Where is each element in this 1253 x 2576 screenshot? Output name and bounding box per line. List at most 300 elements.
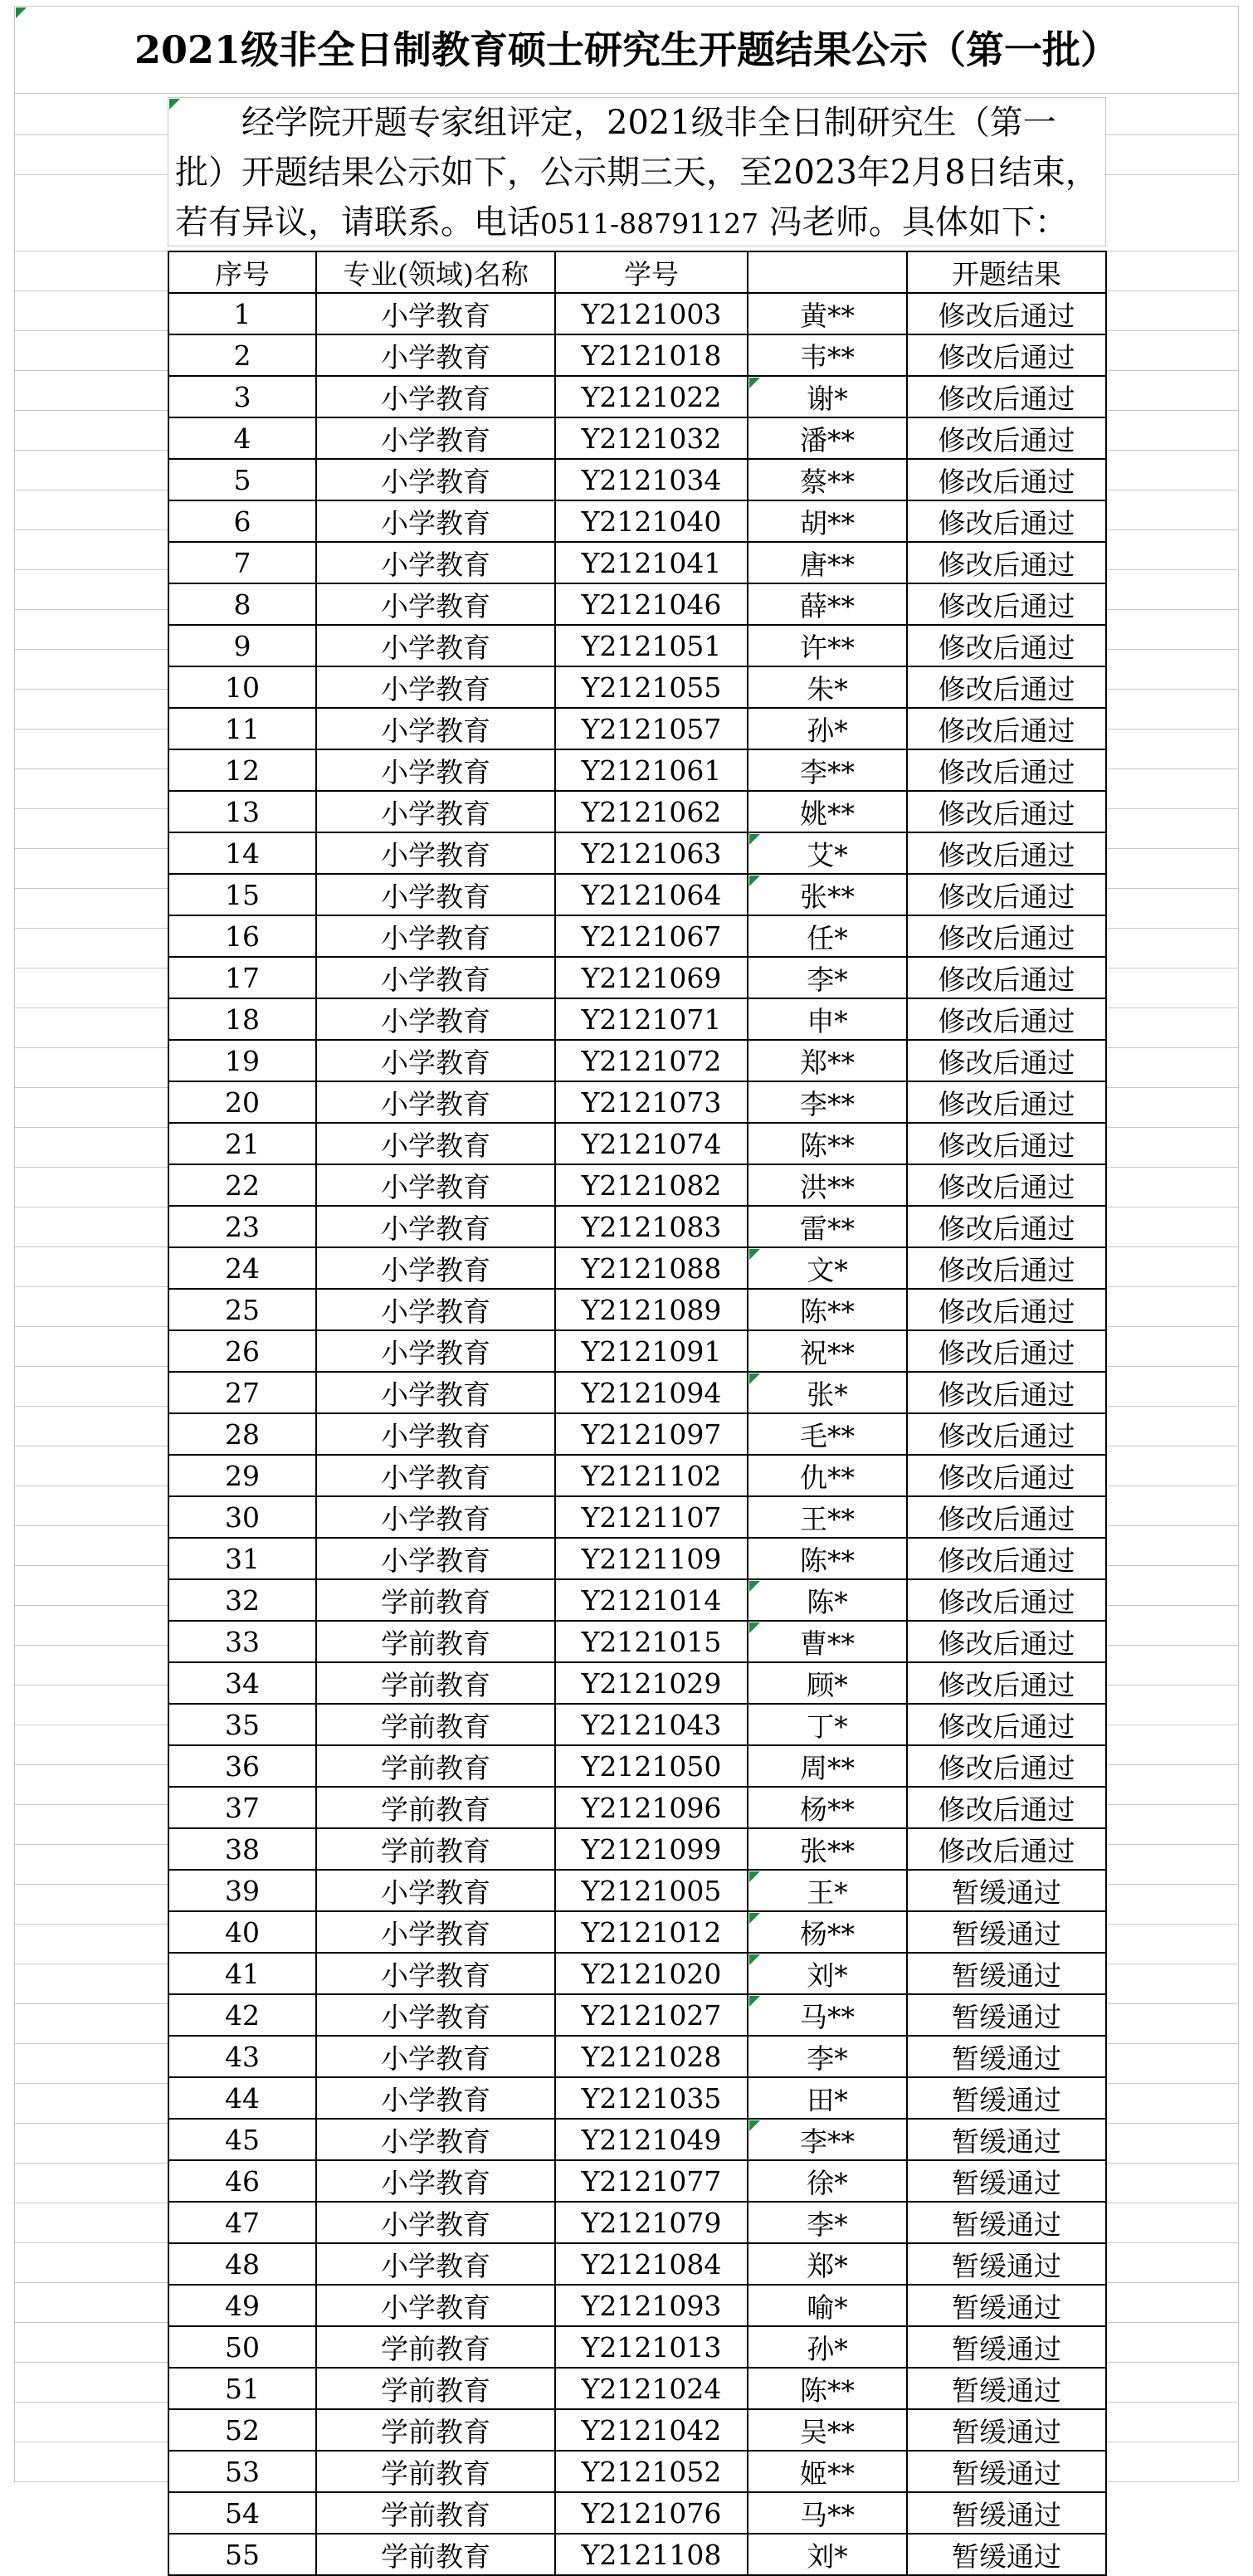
cell-seq[interactable]: 38 xyxy=(168,1828,316,1870)
cell-name[interactable]: 刘* xyxy=(748,2534,907,2575)
cell-result[interactable]: 修改后通过 xyxy=(907,376,1106,417)
cell-result[interactable]: 修改后通过 xyxy=(907,1081,1106,1123)
cell-major[interactable]: 学前教育 xyxy=(316,2326,555,2368)
cell-seq[interactable]: 46 xyxy=(168,2160,316,2202)
cell-name[interactable]: 李* xyxy=(748,2202,907,2243)
cell-result[interactable]: 修改后通过 xyxy=(907,1538,1106,1579)
cell-student-id[interactable]: Y2121052 xyxy=(555,2451,748,2492)
cell-student-id[interactable]: Y2121099 xyxy=(555,1828,748,1870)
error-flag-icon xyxy=(749,1996,760,2007)
cell-student-id[interactable]: Y2121082 xyxy=(555,1164,748,1206)
col-header-result[interactable]: 开题结果 xyxy=(907,251,1106,293)
cell-name[interactable]: 田* xyxy=(748,2077,907,2119)
cell-result[interactable]: 暂缓通过 xyxy=(907,1911,1106,1953)
cell-major[interactable]: 小学教育 xyxy=(316,1372,555,1413)
cell-result[interactable]: 修改后通过 xyxy=(907,293,1106,334)
cell-name[interactable]: 薛** xyxy=(748,583,907,625)
cell-student-id[interactable]: Y2121083 xyxy=(555,1206,748,1247)
table-row xyxy=(168,334,1106,376)
cell-name[interactable]: 艾* xyxy=(748,832,907,874)
cell-seq[interactable]: 13 xyxy=(168,791,316,832)
cell-result[interactable]: 修改后通过 xyxy=(907,334,1106,376)
cell-result[interactable]: 修改后通过 xyxy=(907,1289,1106,1330)
table-row xyxy=(168,1787,1106,1828)
cell-name[interactable]: 陈** xyxy=(748,1123,907,1164)
cell-student-id[interactable]: Y2121057 xyxy=(555,708,748,749)
cell-result[interactable]: 修改后通过 xyxy=(907,1206,1106,1247)
cell-result[interactable]: 暂缓通过 xyxy=(907,1994,1106,2036)
cell-seq[interactable]: 41 xyxy=(168,1953,316,1994)
table-row xyxy=(168,2202,1106,2243)
cell-name[interactable]: 丁* xyxy=(748,1704,907,1745)
cell-result[interactable]: 暂缓通过 xyxy=(907,2036,1106,2077)
cell-student-id[interactable]: Y2121041 xyxy=(555,542,748,583)
cell-seq[interactable]: 28 xyxy=(168,1413,316,1455)
cell-seq[interactable]: 10 xyxy=(168,666,316,708)
cell-major[interactable]: 学前教育 xyxy=(316,2368,555,2409)
cell-major[interactable]: 小学教育 xyxy=(316,2285,555,2326)
cell-major[interactable]: 小学教育 xyxy=(316,1164,555,1206)
cell-major[interactable]: 小学教育 xyxy=(316,1994,555,2036)
table-row xyxy=(168,1870,1106,1911)
cell-seq[interactable]: 53 xyxy=(168,2451,316,2492)
cell-major[interactable]: 小学教育 xyxy=(316,998,555,1040)
cell-student-id[interactable]: Y2121035 xyxy=(555,2077,748,2119)
cell-major[interactable]: 学前教育 xyxy=(316,2409,555,2451)
cell-result[interactable]: 修改后通过 xyxy=(907,1164,1106,1206)
cell-major[interactable]: 小学教育 xyxy=(316,1413,555,1455)
cell-student-id[interactable]: Y2121091 xyxy=(555,1330,748,1372)
cell-result[interactable]: 修改后通过 xyxy=(907,1579,1106,1621)
cell-major[interactable]: 小学教育 xyxy=(316,1870,555,1911)
cell-name[interactable]: 喻* xyxy=(748,2285,907,2326)
table-row xyxy=(168,2326,1106,2368)
intro-text: 经学院开题专家组评定，2021级非全日制研究生（第一批）开题结果公示如下，公示期三天，至2023年2月8日结束，若有异议，请联系。电话 xyxy=(175,104,1099,242)
cell-name[interactable]: 雷** xyxy=(748,1206,907,1247)
cell-seq[interactable]: 35 xyxy=(168,1704,316,1745)
cell-major[interactable]: 学前教育 xyxy=(316,2534,555,2575)
cell-student-id[interactable]: Y2121040 xyxy=(555,500,748,542)
cell-name[interactable]: 朱* xyxy=(748,666,907,708)
cell-result[interactable]: 修改后通过 xyxy=(907,1828,1106,1870)
cell-major[interactable]: 小学教育 xyxy=(316,1040,555,1081)
cell-result[interactable]: 暂缓通过 xyxy=(907,2492,1106,2534)
cell-major[interactable]: 小学教育 xyxy=(316,2243,555,2285)
cell-name[interactable]: 郑** xyxy=(748,1040,907,1081)
cell-major[interactable]: 学前教育 xyxy=(316,1828,555,1870)
cell-result[interactable]: 修改后通过 xyxy=(907,791,1106,832)
error-flag-icon xyxy=(749,1622,760,1633)
cell-seq[interactable]: 2 xyxy=(168,334,316,376)
cell-major[interactable]: 小学教育 xyxy=(316,1289,555,1330)
cell-student-id[interactable]: Y2121073 xyxy=(555,1081,748,1123)
cell-seq[interactable]: 3 xyxy=(168,376,316,417)
cell-result[interactable]: 修改后通过 xyxy=(907,666,1106,708)
cell-seq[interactable]: 17 xyxy=(168,957,316,998)
cell-name[interactable]: 曹** xyxy=(748,1621,907,1662)
cell-result[interactable]: 修改后通过 xyxy=(907,1123,1106,1164)
cell-seq[interactable]: 19 xyxy=(168,1040,316,1081)
cell-result[interactable]: 修改后通过 xyxy=(907,1247,1106,1289)
cell-major[interactable]: 小学教育 xyxy=(316,1081,555,1123)
cell-seq[interactable]: 33 xyxy=(168,1621,316,1662)
cell-result[interactable]: 修改后通过 xyxy=(907,957,1106,998)
cell-result[interactable]: 修改后通过 xyxy=(907,1455,1106,1496)
cell-name[interactable]: 姚** xyxy=(748,791,907,832)
cell-name[interactable]: 任* xyxy=(748,915,907,957)
cell-major[interactable]: 学前教育 xyxy=(316,2451,555,2492)
cell-result[interactable]: 修改后通过 xyxy=(907,417,1106,459)
cell-name[interactable]: 吴** xyxy=(748,2409,907,2451)
cell-student-id[interactable]: Y2121046 xyxy=(555,583,748,625)
cell-name[interactable]: 张* xyxy=(748,1372,907,1413)
cell-student-id[interactable]: Y2121076 xyxy=(555,2492,748,2534)
cell-name[interactable]: 马** xyxy=(748,1994,907,2036)
table-row xyxy=(168,1123,1106,1164)
table-row xyxy=(168,1413,1106,1455)
cell-result[interactable]: 修改后通过 xyxy=(907,915,1106,957)
cell-seq[interactable]: 39 xyxy=(168,1870,316,1911)
cell-seq[interactable]: 52 xyxy=(168,2409,316,2451)
cell-result[interactable]: 修改后通过 xyxy=(907,583,1106,625)
cell-student-id[interactable]: Y2121003 xyxy=(555,293,748,334)
error-flag-icon xyxy=(749,1913,760,1924)
cell-major[interactable]: 小学教育 xyxy=(316,708,555,749)
cell-major[interactable]: 小学教育 xyxy=(316,293,555,334)
cell-seq[interactable]: 16 xyxy=(168,915,316,957)
cell-student-id[interactable]: Y2121012 xyxy=(555,1911,748,1953)
cell-major[interactable]: 小学教育 xyxy=(316,625,555,666)
cell-seq[interactable]: 8 xyxy=(168,583,316,625)
cell-major[interactable]: 小学教育 xyxy=(316,2119,555,2160)
cell-student-id[interactable]: Y2121061 xyxy=(555,749,748,791)
cell-seq[interactable]: 42 xyxy=(168,1994,316,2036)
cell-result[interactable]: 修改后通过 xyxy=(907,1704,1106,1745)
cell-seq[interactable]: 44 xyxy=(168,2077,316,2119)
cell-major[interactable]: 小学教育 xyxy=(316,832,555,874)
cell-major[interactable]: 小学教育 xyxy=(316,2077,555,2119)
cell-major[interactable]: 小学教育 xyxy=(316,542,555,583)
cell-student-id[interactable]: Y2121032 xyxy=(555,417,748,459)
cell-name[interactable]: 李* xyxy=(748,957,907,998)
cell-result[interactable]: 修改后通过 xyxy=(907,1372,1106,1413)
cell-name[interactable]: 王* xyxy=(748,1870,907,1911)
cell-result[interactable]: 修改后通过 xyxy=(907,459,1106,500)
cell-student-id[interactable]: Y2121042 xyxy=(555,2409,748,2451)
cell-seq[interactable]: 55 xyxy=(168,2534,316,2575)
cell-name[interactable]: 王** xyxy=(748,1496,907,1538)
table-row xyxy=(168,2451,1106,2492)
cell-major[interactable]: 小学教育 xyxy=(316,1330,555,1372)
cell-name[interactable]: 姬** xyxy=(748,2451,907,2492)
cell-seq[interactable]: 23 xyxy=(168,1206,316,1247)
cell-name[interactable]: 许** xyxy=(748,625,907,666)
cell-result[interactable]: 修改后通过 xyxy=(907,708,1106,749)
cell-name[interactable]: 陈** xyxy=(748,2368,907,2409)
cell-student-id[interactable]: Y2121088 xyxy=(555,1247,748,1289)
cell-seq[interactable]: 43 xyxy=(168,2036,316,2077)
cell-student-id[interactable]: Y2121013 xyxy=(555,2326,748,2368)
cell-major[interactable]: 小学教育 xyxy=(316,459,555,500)
cell-result[interactable]: 暂缓通过 xyxy=(907,2202,1106,2243)
cell-seq[interactable]: 34 xyxy=(168,1662,316,1704)
cell-student-id[interactable]: Y2121018 xyxy=(555,334,748,376)
cell-student-id[interactable]: Y2121055 xyxy=(555,666,748,708)
table-row xyxy=(168,915,1106,957)
cell-result[interactable]: 修改后通过 xyxy=(907,874,1106,915)
cell-name[interactable]: 陈** xyxy=(748,1289,907,1330)
cell-name[interactable]: 洪** xyxy=(748,1164,907,1206)
cell-student-id[interactable]: Y2121043 xyxy=(555,1704,748,1745)
cell-name[interactable]: 李** xyxy=(748,749,907,791)
cell-name[interactable]: 仇** xyxy=(748,1455,907,1496)
cell-seq[interactable]: 5 xyxy=(168,459,316,500)
cell-result[interactable]: 修改后通过 xyxy=(907,1040,1106,1081)
cell-student-id[interactable]: Y2121074 xyxy=(555,1123,748,1164)
cell-result[interactable]: 暂缓通过 xyxy=(907,2119,1106,2160)
cell-seq[interactable]: 26 xyxy=(168,1330,316,1372)
cell-seq[interactable]: 47 xyxy=(168,2202,316,2243)
cell-major[interactable]: 小学教育 xyxy=(316,2202,555,2243)
cell-result[interactable]: 修改后通过 xyxy=(907,1662,1106,1704)
cell-major[interactable]: 小学教育 xyxy=(316,1953,555,1994)
cell-seq[interactable]: 36 xyxy=(168,1745,316,1787)
cell-major[interactable]: 小学教育 xyxy=(316,666,555,708)
table-row xyxy=(168,542,1106,583)
cell-seq[interactable]: 6 xyxy=(168,500,316,542)
cell-seq[interactable]: 48 xyxy=(168,2243,316,2285)
cell-student-id[interactable]: Y2121069 xyxy=(555,957,748,998)
cell-name[interactable]: 胡** xyxy=(748,500,907,542)
cell-seq[interactable]: 20 xyxy=(168,1081,316,1123)
cell-seq[interactable]: 31 xyxy=(168,1538,316,1579)
cell-result[interactable]: 暂缓通过 xyxy=(907,2326,1106,2368)
cell-seq[interactable]: 40 xyxy=(168,1911,316,1953)
cell-result[interactable]: 修改后通过 xyxy=(907,832,1106,874)
cell-student-id[interactable]: Y2121071 xyxy=(555,998,748,1040)
cell-name[interactable]: 张** xyxy=(748,1828,907,1870)
cell-student-id[interactable]: Y2121051 xyxy=(555,625,748,666)
cell-name[interactable]: 郑* xyxy=(748,2243,907,2285)
cell-student-id[interactable]: Y2121096 xyxy=(555,1787,748,1828)
cell-major[interactable]: 学前教育 xyxy=(316,1704,555,1745)
cell-major[interactable]: 小学教育 xyxy=(316,1455,555,1496)
cell-seq[interactable]: 45 xyxy=(168,2119,316,2160)
cell-name[interactable]: 顾* xyxy=(748,1662,907,1704)
cell-major[interactable]: 学前教育 xyxy=(316,1745,555,1787)
cell-result[interactable]: 修改后通过 xyxy=(907,1330,1106,1372)
cell-student-id[interactable]: Y2121005 xyxy=(555,1870,748,1911)
cell-student-id[interactable]: Y2121079 xyxy=(555,2202,748,2243)
col-header-name[interactable] xyxy=(748,251,907,293)
cell-major[interactable]: 学前教育 xyxy=(316,2492,555,2534)
cell-name[interactable]: 韦** xyxy=(748,334,907,376)
cell-major[interactable]: 小学教育 xyxy=(316,2160,555,2202)
cell-name[interactable]: 孙* xyxy=(748,2326,907,2368)
cell-name[interactable]: 马** xyxy=(748,2492,907,2534)
cell-major[interactable]: 小学教育 xyxy=(316,1123,555,1164)
cell-student-id[interactable]: Y2121109 xyxy=(555,1538,748,1579)
cell-student-id[interactable]: Y2121093 xyxy=(555,2285,748,2326)
cell-seq[interactable]: 32 xyxy=(168,1579,316,1621)
cell-name[interactable]: 毛** xyxy=(748,1413,907,1455)
cell-result[interactable]: 修改后通过 xyxy=(907,542,1106,583)
title-cell[interactable] xyxy=(14,6,1239,94)
cell-major[interactable]: 小学教育 xyxy=(316,583,555,625)
cell-result[interactable]: 修改后通过 xyxy=(907,1413,1106,1455)
cell-seq[interactable]: 30 xyxy=(168,1496,316,1538)
cell-result[interactable]: 暂缓通过 xyxy=(907,1870,1106,1911)
cell-student-id[interactable]: Y2121049 xyxy=(555,2119,748,2160)
cell-major[interactable]: 小学教育 xyxy=(316,1911,555,1953)
cell-student-id[interactable]: Y2121063 xyxy=(555,832,748,874)
cell-name[interactable]: 申* xyxy=(748,998,907,1040)
cell-name[interactable]: 孙* xyxy=(748,708,907,749)
cell-seq[interactable]: 12 xyxy=(168,749,316,791)
table-row xyxy=(168,749,1106,791)
cell-result[interactable]: 暂缓通过 xyxy=(907,1953,1106,1994)
cell-student-id[interactable]: Y2121067 xyxy=(555,915,748,957)
intro-cell[interactable] xyxy=(168,97,1106,246)
cell-seq[interactable]: 49 xyxy=(168,2285,316,2326)
cell-major[interactable]: 小学教育 xyxy=(316,915,555,957)
cell-major[interactable]: 小学教育 xyxy=(316,334,555,376)
cell-student-id[interactable]: Y2121034 xyxy=(555,459,748,500)
cell-student-id[interactable]: Y2121108 xyxy=(555,2534,748,2575)
cell-student-id[interactable]: Y2121094 xyxy=(555,1372,748,1413)
cell-student-id[interactable]: Y2121072 xyxy=(555,1040,748,1081)
cell-seq[interactable]: 11 xyxy=(168,708,316,749)
cell-name[interactable]: 文* xyxy=(748,1247,907,1289)
cell-student-id[interactable]: Y2121050 xyxy=(555,1745,748,1787)
cell-student-id[interactable]: Y2121015 xyxy=(555,1621,748,1662)
col-header-seq[interactable]: 序号 xyxy=(168,251,316,293)
cell-name[interactable]: 杨** xyxy=(748,1911,907,1953)
cell-result[interactable]: 修改后通过 xyxy=(907,1787,1106,1828)
cell-result[interactable]: 暂缓通过 xyxy=(907,2077,1106,2119)
cell-name[interactable]: 张** xyxy=(748,874,907,915)
cell-name[interactable]: 陈** xyxy=(748,1538,907,1579)
cell-result[interactable]: 暂缓通过 xyxy=(907,2160,1106,2202)
cell-name[interactable]: 祝** xyxy=(748,1330,907,1372)
cell-student-id[interactable]: Y2121084 xyxy=(555,2243,748,2285)
cell-seq[interactable]: 21 xyxy=(168,1123,316,1164)
col-header-student-id[interactable]: 学号 xyxy=(555,251,748,293)
cell-name[interactable]: 周** xyxy=(748,1745,907,1787)
cell-major[interactable]: 学前教育 xyxy=(316,1787,555,1828)
table-row xyxy=(168,1579,1106,1621)
cell-seq[interactable]: 1 xyxy=(168,293,316,334)
cell-student-id[interactable]: Y2121027 xyxy=(555,1994,748,2036)
cell-name[interactable]: 李** xyxy=(748,2119,907,2160)
cell-student-id[interactable]: Y2121020 xyxy=(555,1953,748,1994)
cell-student-id[interactable]: Y2121029 xyxy=(555,1662,748,1704)
cell-seq[interactable]: 25 xyxy=(168,1289,316,1330)
cell-major[interactable]: 小学教育 xyxy=(316,2036,555,2077)
cell-seq[interactable]: 7 xyxy=(168,542,316,583)
cell-name[interactable]: 李* xyxy=(748,2036,907,2077)
cell-student-id[interactable]: Y2121014 xyxy=(555,1579,748,1621)
cell-seq[interactable]: 50 xyxy=(168,2326,316,2368)
cell-major[interactable]: 学前教育 xyxy=(316,1662,555,1704)
cell-name[interactable]: 刘* xyxy=(748,1953,907,1994)
cell-name[interactable]: 李** xyxy=(748,1081,907,1123)
cell-major[interactable]: 小学教育 xyxy=(316,1206,555,1247)
cell-result[interactable]: 修改后通过 xyxy=(907,1621,1106,1662)
cell-student-id[interactable]: Y2121024 xyxy=(555,2368,748,2409)
cell-student-id[interactable]: Y2121064 xyxy=(555,874,748,915)
cell-result[interactable]: 暂缓通过 xyxy=(907,2285,1106,2326)
cell-student-id[interactable]: Y2121102 xyxy=(555,1455,748,1496)
cell-seq[interactable]: 51 xyxy=(168,2368,316,2409)
cell-name[interactable]: 潘** xyxy=(748,417,907,459)
cell-name[interactable]: 谢* xyxy=(748,376,907,417)
cell-major[interactable]: 小学教育 xyxy=(316,1538,555,1579)
cell-student-id[interactable]: Y2121028 xyxy=(555,2036,748,2077)
cell-name[interactable]: 蔡** xyxy=(748,459,907,500)
cell-student-id[interactable]: Y2121062 xyxy=(555,791,748,832)
cell-result[interactable]: 暂缓通过 xyxy=(907,2534,1106,2575)
cell-seq[interactable]: 24 xyxy=(168,1247,316,1289)
cell-seq[interactable]: 27 xyxy=(168,1372,316,1413)
cell-student-id[interactable]: Y2121022 xyxy=(555,376,748,417)
cell-major[interactable]: 学前教育 xyxy=(316,1621,555,1662)
cell-major[interactable]: 小学教育 xyxy=(316,376,555,417)
cell-student-id[interactable]: Y2121077 xyxy=(555,2160,748,2202)
cell-result[interactable]: 修改后通过 xyxy=(907,749,1106,791)
cell-result[interactable]: 修改后通过 xyxy=(907,1496,1106,1538)
cell-major[interactable]: 小学教育 xyxy=(316,957,555,998)
cell-major[interactable]: 小学教育 xyxy=(316,417,555,459)
cell-name[interactable]: 陈* xyxy=(748,1579,907,1621)
cell-student-id[interactable]: Y2121097 xyxy=(555,1413,748,1455)
cell-major[interactable]: 小学教育 xyxy=(316,749,555,791)
cell-seq[interactable]: 4 xyxy=(168,417,316,459)
cell-seq[interactable]: 54 xyxy=(168,2492,316,2534)
cell-student-id[interactable]: Y2121089 xyxy=(555,1289,748,1330)
cell-name[interactable]: 唐** xyxy=(748,542,907,583)
cell-seq[interactable]: 29 xyxy=(168,1455,316,1496)
cell-result[interactable]: 修改后通过 xyxy=(907,500,1106,542)
col-header-major[interactable]: 专业(领域)名称 xyxy=(316,251,555,293)
cell-major[interactable]: 学前教育 xyxy=(316,1579,555,1621)
cell-seq[interactable]: 15 xyxy=(168,874,316,915)
cell-result[interactable]: 暂缓通过 xyxy=(907,2243,1106,2285)
cell-major[interactable]: 小学教育 xyxy=(316,500,555,542)
cell-seq[interactable]: 22 xyxy=(168,1164,316,1206)
cell-major[interactable]: 小学教育 xyxy=(316,874,555,915)
cell-result[interactable]: 暂缓通过 xyxy=(907,2409,1106,2451)
cell-name[interactable]: 杨** xyxy=(748,1787,907,1828)
error-flag-icon xyxy=(169,99,180,110)
cell-major[interactable]: 小学教育 xyxy=(316,791,555,832)
table-row xyxy=(168,1330,1106,1372)
cell-name[interactable]: 黄** xyxy=(748,293,907,334)
cell-seq[interactable]: 18 xyxy=(168,998,316,1040)
cell-major[interactable]: 小学教育 xyxy=(316,1247,555,1289)
cell-name[interactable]: 徐* xyxy=(748,2160,907,2202)
cell-result[interactable]: 修改后通过 xyxy=(907,625,1106,666)
cell-seq[interactable]: 14 xyxy=(168,832,316,874)
cell-result[interactable]: 修改后通过 xyxy=(907,998,1106,1040)
cell-result[interactable]: 修改后通过 xyxy=(907,1745,1106,1787)
cell-result[interactable]: 暂缓通过 xyxy=(907,2451,1106,2492)
cell-seq[interactable]: 37 xyxy=(168,1787,316,1828)
cell-student-id[interactable]: Y2121107 xyxy=(555,1496,748,1538)
cell-seq[interactable]: 9 xyxy=(168,625,316,666)
cell-major[interactable]: 小学教育 xyxy=(316,1496,555,1538)
cell-result[interactable]: 暂缓通过 xyxy=(907,2368,1106,2409)
